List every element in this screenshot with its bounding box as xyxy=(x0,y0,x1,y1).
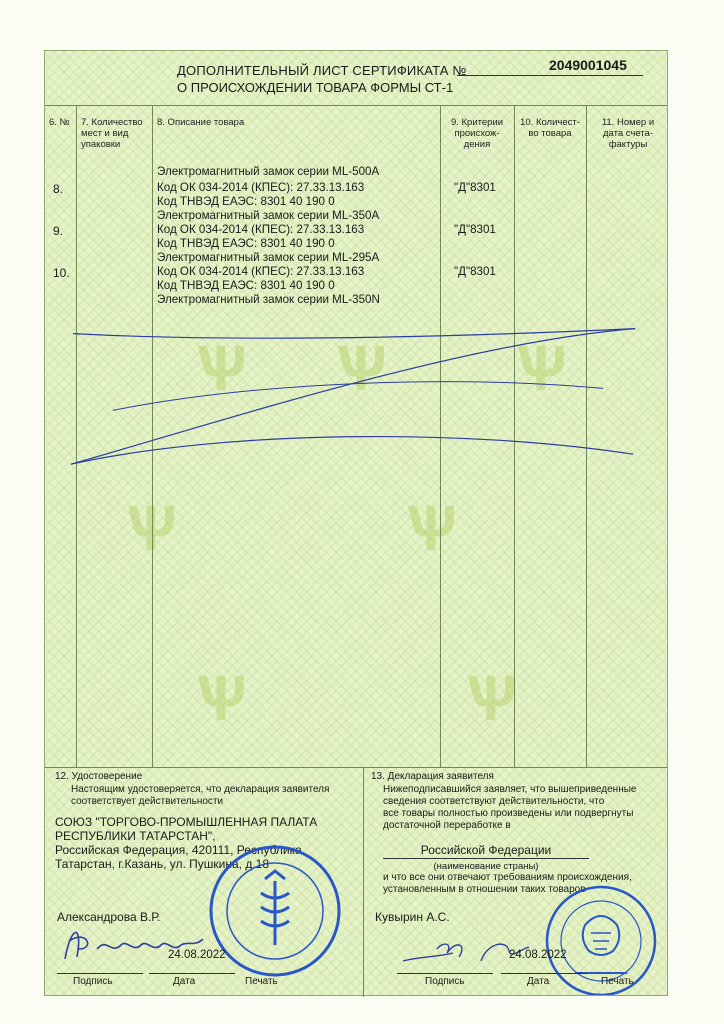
item-tnved-code: Код ТНВЭД ЕАЭС: 8301 40 190 0 xyxy=(157,237,335,250)
column-header-number: 6. № xyxy=(49,117,70,128)
column-header-invoice: 11. Номер и дата счета- фактуры xyxy=(601,117,655,150)
certifier-name: Александрова В.Р. xyxy=(57,910,161,924)
watermark-emblem: Ѱ xyxy=(195,332,247,404)
certification-heading: 12. Удостоверение xyxy=(55,771,143,782)
row-number: 9. xyxy=(53,224,64,238)
declaration-text: сведения соответствуют действительности, что xyxy=(383,796,605,807)
table-top-border xyxy=(45,105,667,106)
declaration-text: и что все они отвечают требованиям происхождения, xyxy=(383,872,632,883)
date-line xyxy=(501,973,587,974)
declaration-text: достаточной переработке в xyxy=(383,820,511,831)
item-okpd-code: Код ОК 034-2014 (КПЕС): 27.33.13.163 xyxy=(157,223,365,236)
item-title: Электромагнитный замок серии ML-350A xyxy=(157,209,380,222)
column-header-origin-criteria: 9. Критерии происхож- дения xyxy=(450,117,504,150)
column-header-description: 8. Описание товара xyxy=(157,117,245,128)
certification-text: Настоящим удостоверяется, что декларация заявителя xyxy=(71,784,330,795)
signature-line xyxy=(57,973,143,974)
declaration-text: Нижеподписавшийся заявляет, что вышеприведенные xyxy=(383,784,637,795)
row-number: 10. xyxy=(53,266,70,280)
declaration-text: все товары полностью произведены или подвергнуты xyxy=(383,808,634,819)
sheet-title: ДОПОЛНИТЕЛЬНЫЙ ЛИСТ СЕРТИФИКАТА № xyxy=(177,63,467,78)
origin-criterion: "Д"8301 xyxy=(454,223,496,236)
item-tnved-code: Код ТНВЭД ЕАЭС: 8301 40 190 0 xyxy=(157,279,335,292)
certification-text: соответствует действительности xyxy=(71,796,224,807)
country-caption: (наименование страны) xyxy=(433,861,539,872)
sheet-subtitle: О ПРОИСХОЖДЕНИИ ТОВАРА ФОРМЫ СТ-1 xyxy=(177,80,454,95)
column-divider xyxy=(152,105,153,767)
item-okpd-code: Код ОК 034-2014 (КПЕС): 27.33.13.163 xyxy=(157,181,365,194)
country-line xyxy=(383,858,589,859)
watermark-emblem: Ѱ xyxy=(335,332,387,404)
declaration-text: установленным в отношении таких товаров xyxy=(383,884,586,895)
column-divider xyxy=(440,105,441,767)
watermark-emblem: Ѱ xyxy=(125,492,177,564)
declarant-seal xyxy=(535,877,665,995)
column-divider xyxy=(76,105,77,767)
certificate-sheet xyxy=(44,50,668,996)
column-divider xyxy=(514,105,515,767)
stamp-label: Печать xyxy=(245,976,278,987)
chamber-name: СОЮЗ "ТОРГОВО-ПРОМЫШЛЕННАЯ ПАЛАТА xyxy=(55,815,318,829)
item-title: Электромагнитный замок серии ML-295A xyxy=(157,251,380,264)
column-header-quantity: 10. Количест- во товара xyxy=(520,117,580,139)
chamber-address-line: Татарстан, г.Казань, ул. Пушкина, д.18 xyxy=(55,857,270,871)
column-header-packages: 7. Количество мест и вид упаковки xyxy=(81,117,143,150)
declaration-date: 24.08.2022 xyxy=(509,949,567,961)
declaration-heading: 13. Декларация заявителя xyxy=(371,771,494,782)
watermark-emblem: Ѱ xyxy=(405,492,457,564)
chamber-name: РЕСПУБЛИКИ ТАТАРСТАН", xyxy=(55,829,216,843)
stamp-label: Печать xyxy=(601,976,634,987)
table-bottom-border xyxy=(45,767,667,768)
date-line xyxy=(149,973,235,974)
footer-divider xyxy=(363,767,364,997)
origin-criterion: "Д"8301 xyxy=(454,181,496,194)
signature-label: Подпись xyxy=(425,976,465,987)
item-title: Электромагнитный замок серии ML-350N xyxy=(157,293,380,306)
origin-criterion: "Д"8301 xyxy=(454,265,496,278)
signature-label: Подпись xyxy=(73,976,113,987)
item-tnved-code: Код ТНВЭД ЕАЭС: 8301 40 190 0 xyxy=(157,195,335,208)
certification-date: 24.08.2022 xyxy=(168,949,226,961)
row-number: 8. xyxy=(53,182,64,196)
column-divider xyxy=(586,105,587,767)
date-label: Дата xyxy=(527,976,550,987)
certificate-number: 2049001045 xyxy=(549,57,627,73)
item-title: Электромагнитный замок серии ML-500A xyxy=(157,165,380,178)
chamber-address-line: Российская Федерация, 420111, Республика xyxy=(55,843,302,857)
signature-line xyxy=(397,973,493,974)
watermark-emblem: Ѱ xyxy=(515,332,567,404)
declarant-name: Кувырин А.С. xyxy=(375,910,450,924)
date-label: Дата xyxy=(173,976,196,987)
watermark-emblem: Ѱ xyxy=(465,662,517,734)
certificate-number-line xyxy=(457,75,643,76)
item-okpd-code: Код ОК 034-2014 (КПЕС): 27.33.13.163 xyxy=(157,265,365,278)
country-name: Российской Федерации xyxy=(420,843,552,857)
watermark-emblem: Ѱ xyxy=(195,662,247,734)
chamber-seal xyxy=(205,841,345,981)
